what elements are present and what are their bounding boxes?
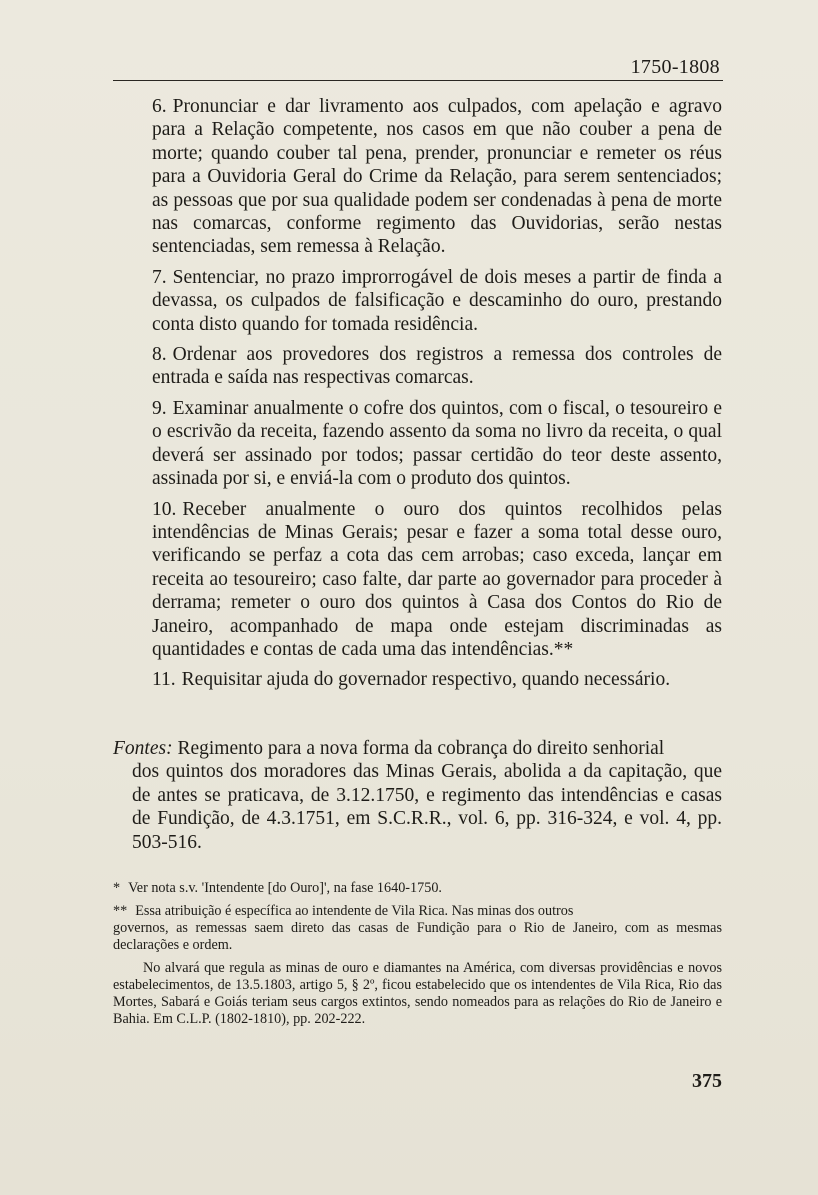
footnote [113, 880, 722, 897]
footnote-paragraph: No alvará que regula as minas de ouro e diamantes na América, com diversas providências e novos estabelecimentos, de 13.5.1803, artigo 5, § 2º, ficou estabelecido que os intendentes de Vila Rica, Rio das Mortes, Sabará e Goiás teriam seus cargos extintos, sendo nomeados para as relações do Rio de Janeiro e Bahia. Em C.L.P. (1802-1810), pp. 202-222. [113, 960, 722, 1027]
item-text: Ordenar aos provedores dos registros a remessa dos controles de entrada e saída nas respectivas comarcas. [152, 344, 722, 389]
footnote-mark: * [113, 880, 121, 896]
item-text: Receber anualmente o ouro dos quintos recolhidos pelas intendências de Minas Gerais; pesar e fazer a soma total desse ouro, verificando se perfaz a cota das cem arrobas; caso exceda, lançar em receita ao tesoureiro; caso falte, dar parte ao governador para proceder à derrama; remeter o ouro dos quintos à Casa dos Contos do Rio de Janeiro, acompanhado de mapa onde estejam discriminadas as quantidades e contas de cada uma das intendências.** [152, 498, 722, 660]
item-text: Requisitar ajuda do governador respectivo, quando necessário. [181, 669, 671, 691]
item-number: 11. [152, 669, 176, 691]
sources-block [113, 737, 722, 854]
sources-label: Fontes: [113, 738, 173, 759]
running-head: 1750-1808 [630, 56, 720, 78]
item-number: 8. [152, 344, 167, 366]
item-number: 6. [152, 96, 167, 117]
item-number: 9. [152, 397, 167, 419]
item-number: 10. [152, 498, 177, 520]
list-item [152, 266, 722, 336]
footnotes [113, 880, 722, 1028]
list-item [152, 397, 722, 491]
list-item [152, 498, 722, 662]
sources-continuation: dos quintos dos moradores das Minas Gerais, abolida a da capitação, que de antes se praticava, de 3.12.1750, e regimento das intendências e casas de Fundição, de 4.3.1751, em S.C.R.R., vol. 6, pp. 316-324, e vol. 4, pp. 503-516. [132, 761, 722, 853]
header-rule [113, 80, 723, 81]
footnote-text: Ver nota s.v. 'Intendente [do Ouro]', na fase 1640-1750. [128, 880, 442, 896]
sources-first-line: Regimento para a nova forma da cobrança do direito senhorial [177, 738, 665, 759]
footnote-mark: ** [113, 903, 128, 919]
footnote-continuation: governos, as remessas saem direto das casas de Fundição para o Rio de Janeiro, com as mesmas declarações e ordem. [113, 920, 722, 953]
list-item [152, 95, 722, 259]
footnote [113, 903, 722, 954]
list-item [152, 343, 722, 390]
list-item [152, 668, 722, 691]
item-number: 7. [152, 266, 167, 288]
item-text: Examinar anualmente o cofre dos quintos, com o fiscal, o tesoureiro e o escrivão da receita, fazendo assento da soma no livro da receita, o qual deverá ser assinado por todos; passar certidão do teor deste assento, assinada por si, e enviá-la com o produto dos quintos. [152, 397, 722, 490]
item-text: Sentenciar, no prazo improrrogável de dois meses a partir de finda a devassa, os culpados de falsificação e descaminho do ouro, prestando conta disto quando for tomada residência. [152, 266, 722, 335]
footnote-text: Essa atribuição é específica ao intendente de Vila Rica. Nas minas dos outros [135, 903, 574, 919]
item-text: Pronunciar e dar livramento aos culpados, com apelação e agravo para a Relação competente, nos casos em que não couber a pena de morte; quando couber tal pena, prender, pronunciar e remeter os réus para a Ouvidoria Geral do Crime da Relação, para serem sentenciados; as pessoas que por sua qualidade podem ser condenadas à pena de morte nas comarcas, conforme regimento das Ouvidorias, serão nestas sentenciadas, sem remessa à Relação. [152, 96, 722, 258]
page-number: 375 [692, 1070, 722, 1092]
numbered-list [152, 95, 722, 699]
